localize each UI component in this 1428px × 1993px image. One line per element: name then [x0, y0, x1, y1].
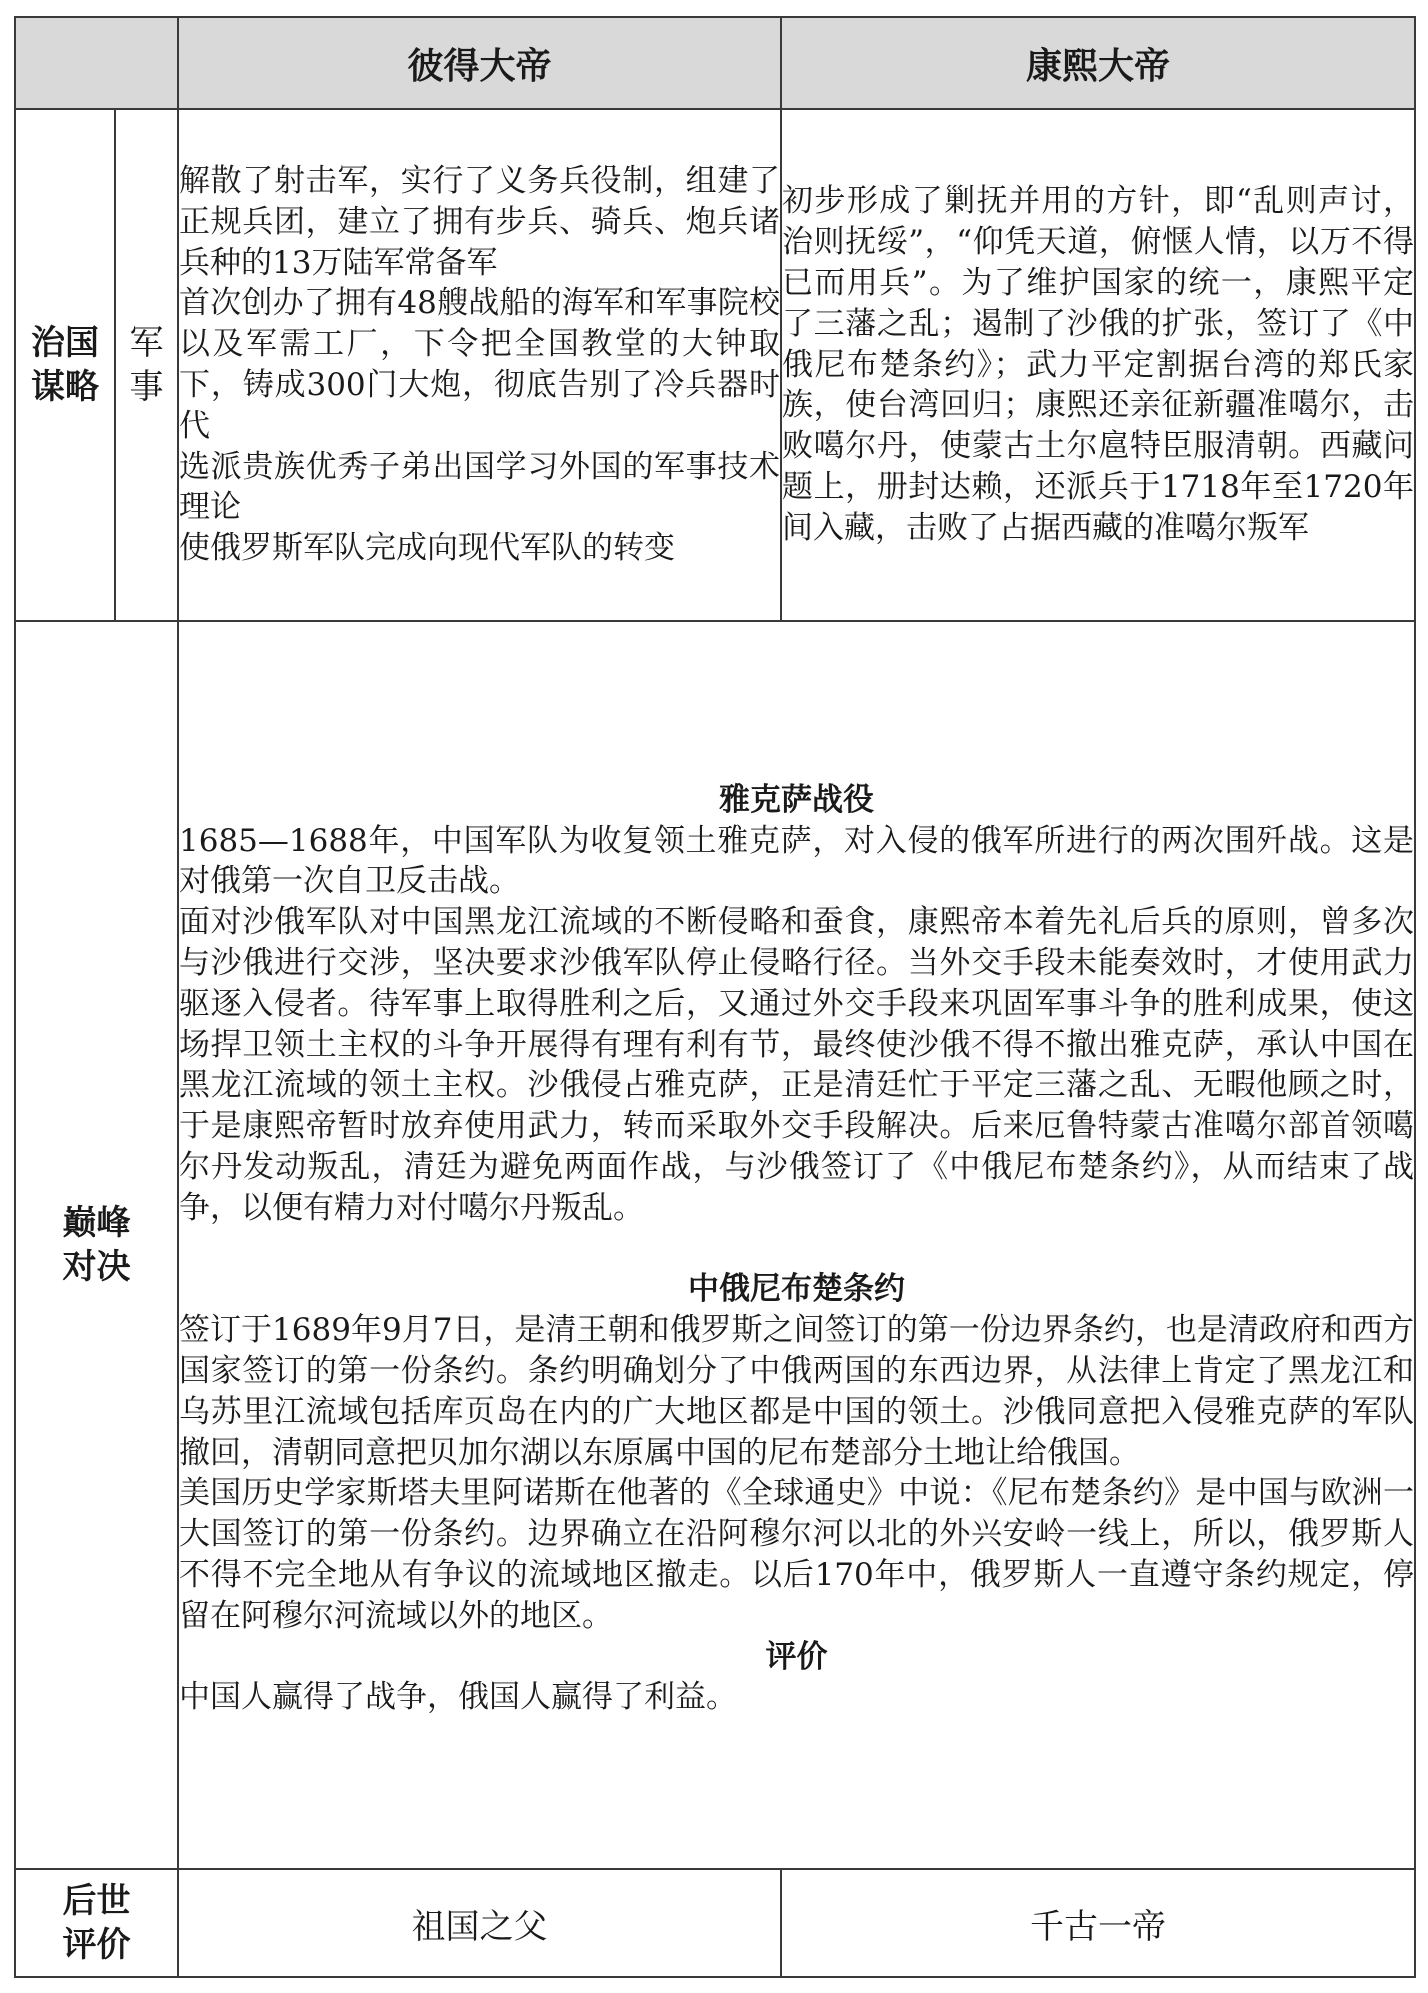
- military-row: [15, 109, 1415, 621]
- battle-title: 雅克萨战役: [719, 781, 874, 818]
- legacy-label: 后世评价: [62, 1881, 131, 1965]
- kangxi-military-text: 初步形成了剿抚并用的方针，即“乱则声讨，治则抚绥”，“仰凭天道，俯惬人情，以万不得已而用兵”。为了维护国家的统一，康熙平定了三藩之乱；遏制了沙俄的扩张，签订了《中俄尼布楚条约》；武力平定割据台湾的郑氏家族，使台湾回归；康熙还亲征新疆准噶尔，击败噶尔丹，使蒙古土尔扈特臣服清朝。西藏问题上，册封达赖，还派兵于1718年至1720年间入藏，击败了占据西藏的准噶尔叛军: [782, 183, 1414, 546]
- header-peter: 彼得大帝: [178, 17, 781, 109]
- peter-military-cell: [178, 109, 781, 621]
- treaty-title: 中俄尼布楚条约: [688, 1271, 905, 1308]
- section-spacer: [179, 1229, 1414, 1270]
- evaluation-text: 中国人赢得了战争，俄国人赢得了利益。: [179, 1679, 737, 1716]
- kangxi-military-cell: [781, 109, 1415, 621]
- header-kangxi: 康熙大帝: [781, 17, 1415, 109]
- treaty-paragraph: 美国历史学家斯塔夫里阿诺斯在他著的《全球通史》中说：《尼布楚条约》是中国与欧洲一大国签订的第一份条约。边界确立在沿阿穆尔河以北的外兴安岭一线上，所以，俄罗斯人不得不完全地从有争议的流域地区撤走。以后170年中，俄罗斯人一直遵守条约规定，停留在阿穆尔河流域以外的地区。: [179, 1475, 1414, 1634]
- row-label-legacy: [15, 1869, 178, 1977]
- peter-military-item: 使俄罗斯军队完成向现代军队的转变: [179, 530, 675, 567]
- header-corner: [15, 17, 178, 109]
- header-row: [15, 17, 1415, 109]
- peter-legacy-cell: 祖国之父: [178, 1869, 781, 1977]
- comparison-table: [14, 16, 1416, 1978]
- strategy-label: 治国谋略: [30, 323, 99, 407]
- row-sublabel-military: [115, 109, 178, 621]
- row-label-strategy: [15, 109, 115, 621]
- evaluation-title: 评价: [765, 1638, 828, 1675]
- peter-military-item: 解散了射击军，实行了义务兵役制，组建了正规兵团，建立了拥有步兵、骑兵、炮兵诸兵种的13万陆军常备军: [179, 163, 780, 281]
- battle-paragraph: 1685—1688年，中国军队为收复领土雅克萨，对入侵的俄军所进行的两次围歼战。这是对俄第一次自卫反击战。: [179, 822, 1414, 900]
- peter-military-item: 首次创办了拥有48艘战船的海军和军事院校以及军需工厂，下令把全国教堂的大钟取下，铸成300门大炮，彻底告别了冷兵器时代: [179, 285, 780, 444]
- showdown-label: 巅峰对决: [62, 1203, 131, 1287]
- battle-paragraph: 面对沙俄军队对中国黑龙江流域的不断侵略和蚕食，康熙帝本着先礼后兵的原则，曾多次与沙俄进行交涉，坚决要求沙俄军队停止侵略行径。当外交手段未能奏效时，才使用武力驱逐入侵者。待军事上取得胜利之后，又通过外交手段来巩固军事斗争的胜利成果，使这场捍卫领土主权的斗争开展得有理有利有节，最终使沙俄不得不撤出雅克萨，承认中国在黑龙江流域的领土主权。沙俄侵占雅克萨，正是清廷忙于平定三藩之乱、无暇他顾之时，于是康熙帝暂时放弃使用武力，转而采取外交手段解决。后来厄鲁特蒙古准噶尔部首领噶尔丹发动叛乱，清廷为避免两面作战，与沙俄签订了《中俄尼布楚条约》，从而结束了战争，以便有精力对付噶尔丹叛乱。: [179, 904, 1414, 1226]
- legacy-row: [15, 1869, 1415, 1977]
- showdown-cell: [178, 621, 1415, 1869]
- peter-military-item: 选派贵族优秀子弟出国学习外国的军事技术理论: [179, 448, 780, 526]
- treaty-paragraph: 签订于1689年9月7日，是清王朝和俄罗斯之间签订的第一份边界条约，也是清政府和西方国家签订的第一份条约。条约明确划分了中俄两国的东西边界，从法律上肯定了黑龙江和乌苏里江流域包括库页岛在内的广大地区都是中国的领土。沙俄同意把入侵雅克萨的军队撤回，清朝同意把贝加尔湖以东原属中国的尼布楚部分土地让给俄国。: [179, 1312, 1414, 1471]
- military-label: 军事: [129, 323, 164, 407]
- kangxi-legacy-cell: 千古一帝: [781, 1869, 1415, 1977]
- showdown-row: [15, 621, 1415, 1869]
- row-label-showdown: [15, 621, 178, 1869]
